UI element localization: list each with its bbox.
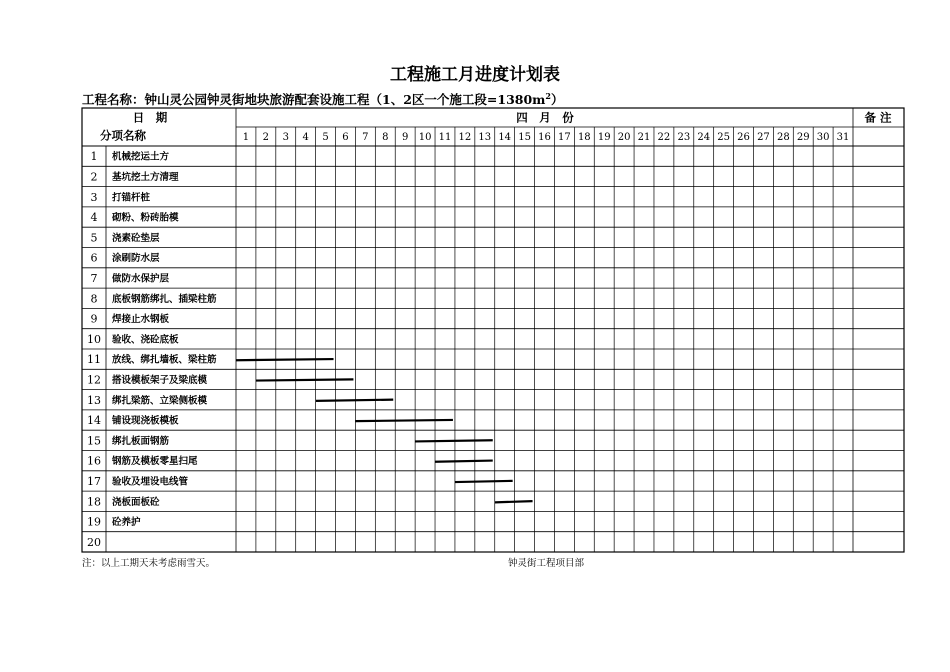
gantt-bar	[415, 440, 493, 441]
table-grid	[82, 108, 904, 552]
task-number: 11	[87, 353, 101, 367]
day-label: 8	[382, 132, 389, 143]
day-label: 22	[657, 132, 671, 143]
task-number: 1	[90, 150, 98, 164]
day-label: 16	[538, 132, 551, 143]
day-label: 5	[322, 132, 329, 143]
task-name: 浇素砼垫层	[112, 232, 160, 244]
task-number: 13	[87, 393, 101, 407]
gantt-bar	[236, 359, 334, 360]
task-number: 18	[87, 495, 101, 509]
task-number: 12	[87, 373, 101, 387]
task-number: 4	[90, 211, 98, 225]
day-label: 10	[418, 132, 432, 143]
task-number: 2	[90, 170, 98, 184]
task-number: 19	[87, 515, 101, 529]
page-title: 工程施工月进度计划表	[390, 65, 560, 85]
day-label: 1	[242, 132, 250, 143]
header-month-label: 四 月 份	[516, 110, 574, 125]
gantt-bar	[256, 379, 354, 380]
task-name: 砌粉、粉砖胎模	[112, 212, 179, 224]
project-label: 工程名称：	[82, 92, 145, 107]
project-name-text: 钟山灵公园钟灵街地块旅游配套设施工程（1、2区一个施工段=1380m	[144, 92, 546, 107]
day-label: 30	[816, 132, 830, 143]
day-label: 27	[757, 132, 770, 143]
task-number: 6	[90, 251, 98, 265]
day-label: 7	[362, 132, 369, 143]
task-name: 基坑挖土方清理	[112, 171, 179, 183]
task-number: 10	[87, 332, 101, 346]
day-label: 19	[597, 132, 611, 143]
task-name: 涂刷防水层	[112, 253, 160, 265]
task-rows	[87, 150, 217, 549]
task-number: 17	[87, 474, 101, 488]
header-date-label: 日 期	[132, 110, 168, 125]
task-number: 20	[87, 535, 101, 549]
day-label: 12	[458, 132, 472, 143]
project-close-paren: ）	[550, 92, 564, 107]
task-name: 浇板面板砼	[112, 496, 160, 508]
task-name: 绑扎板面钢筋	[112, 435, 170, 447]
gantt-bar	[495, 501, 533, 502]
gantt-bar	[435, 461, 493, 462]
gantt-bar	[355, 420, 453, 421]
task-name: 砼养护	[112, 517, 141, 529]
day-label: 26	[737, 132, 750, 143]
day-label: 25	[717, 132, 730, 143]
task-name: 搭设模板架子及梁底模	[112, 374, 208, 386]
task-name: 打锚杆桩	[112, 192, 151, 204]
day-label: 24	[697, 132, 711, 143]
day-label: 14	[498, 132, 512, 143]
task-name: 焊接止水钢板	[112, 314, 170, 326]
task-number: 5	[90, 231, 98, 245]
day-label: 20	[617, 132, 631, 143]
day-label: 21	[637, 132, 651, 143]
day-label: 11	[438, 132, 452, 143]
task-name: 铺设现浇板模板	[112, 415, 179, 427]
day-label: 18	[577, 132, 591, 143]
task-name: 放线、绑扎墙板、梁柱筋	[112, 354, 217, 366]
area-unit-superscript: 2	[545, 90, 551, 101]
day-label: 23	[677, 132, 691, 143]
footer-note: 注：以上工期天未考虑雨雪天。	[82, 558, 216, 569]
day-label: 13	[478, 132, 492, 143]
footer-org: 钟灵街工程项目部	[508, 558, 585, 569]
task-number: 15	[87, 434, 101, 448]
task-number: 16	[87, 454, 101, 468]
day-label: 2	[262, 132, 270, 143]
gantt-bar	[316, 400, 394, 401]
task-name: 机械挖运土方	[112, 151, 170, 163]
day-label: 28	[776, 132, 790, 143]
day-label: 9	[401, 132, 409, 143]
header-remarks-label: 备 注	[864, 110, 892, 125]
task-name: 底板钢筋绑扎、插梁柱筋	[112, 293, 217, 305]
task-name: 做防水保护层	[112, 273, 170, 285]
task-number: 8	[90, 292, 98, 306]
day-label: 4	[302, 132, 309, 143]
gantt-bars	[236, 359, 533, 502]
task-number: 9	[90, 312, 98, 326]
day-label: 17	[558, 132, 571, 143]
day-label: 29	[796, 132, 810, 143]
table-border	[82, 108, 904, 552]
task-name: 绑扎梁筋、立梁侧板模	[112, 395, 208, 407]
task-name: 钢筋及模板零星扫尾	[112, 456, 198, 468]
day-header-row	[243, 132, 850, 143]
day-label: 31	[836, 132, 850, 143]
task-name: 验收及埋设电线管	[112, 476, 189, 488]
gantt-bar	[455, 481, 513, 482]
header-item-label: 分项名称	[100, 128, 146, 143]
task-name: 验收、浇砼底板	[112, 334, 179, 346]
day-label: 6	[342, 132, 349, 143]
task-number: 14	[87, 414, 101, 428]
task-number: 7	[90, 271, 98, 285]
day-label: 15	[518, 132, 531, 143]
day-label: 3	[282, 132, 289, 143]
task-number: 3	[90, 190, 98, 204]
